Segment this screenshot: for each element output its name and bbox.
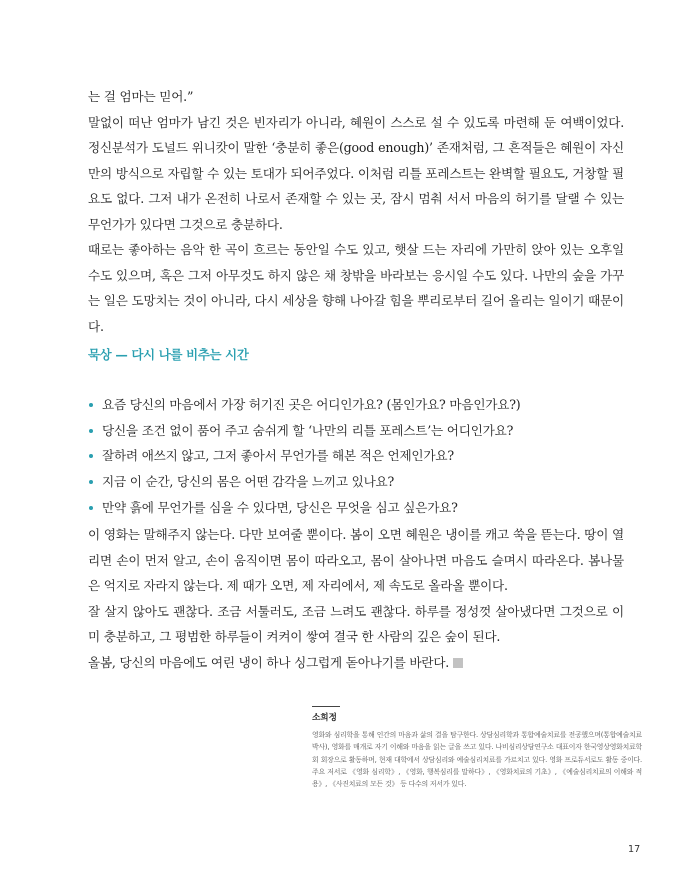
meditation-heading: 묵상 — 다시 나를 비추는 시간 [88,347,249,362]
author-name: 소희정 [312,713,337,723]
paragraph-text: 올봄, 당신의 마음에도 여린 냉이 하나 싱그럽게 돋아나기를 바란다. [88,654,450,670]
question-text: 잘하려 애쓰지 않고, 그저 좋아서 무언가를 해본 적은 언제인가요? [102,448,454,464]
bullet-icon [89,454,93,458]
intro-text [88,84,624,339]
list-item [88,443,624,469]
author-divider [312,706,340,707]
question-text: 지금 이 순간, 당신의 몸은 어떤 감각을 느끼고 있나요? [102,474,395,490]
list-item [88,392,624,418]
page-number: 17 [628,844,641,855]
meditation-questions [88,392,624,521]
bullet-icon [89,480,93,484]
paragraph: 말없이 떠난 엄마가 남긴 것은 빈자리가 아니라, 혜원이 스스로 설 수 있도록 마련해 둔 여백이었다. 정신분석가 도널드 위니캇이 말한 ‘충분히 좋은(good enough)’ 존재처럼, 그 흔적들은 혜원이 자신만의 방식으로 자립할 수 있는 토대가 되어주었다. 이처럼 리틀 포레스트는 완벽할 필요도, 거창할 필요도 없다. 그저 내가 온전히 나로서 존재할 수 있는 곳, 잠시 멈춰 서서 마음의 허기를 달랠 수 있는 무언가가 있다면 그것으로 충분하다. [88,114,624,232]
list-item [88,418,624,444]
paragraph [88,650,624,676]
list-item [88,495,624,521]
paragraph: 이 영화는 말해주지 않는다. 다만 보여줄 뿐이다. 봄이 오면 혜원은 냉이를 캐고 쑥을 뜯는다. 땅이 열리면 손이 먼저 알고, 손이 움직이면 몸이 따라오고, 몸이 살아나면 마음도 슬며시 따라온다. 봄나물은 억지로 자라지 않는다. 제 때가 오면, 제 자리에서, 제 속도로 올라올 뿐이다. [88,527,624,593]
closing-text [88,522,624,675]
question-text: 요즘 당신의 마음에서 가장 허기진 곳은 어디인가요? (몸인가요? 마음인가요?) [102,397,521,412]
bullet-icon [89,506,93,510]
paragraph: 는 걸 엄마는 믿어.” [88,89,194,104]
question-text: 당신을 조건 없이 품어 주고 숨쉬게 할 ‘나만의 리틀 포레스트’는 어디인가요? [102,422,514,438]
author-bio: 영화와 심리학을 통해 인간의 마음과 삶의 결을 탐구한다. 상담심리학과 통합예술치료를 전공했으며(통합예술치료 박사), 영화를 매개로 자기 이해와 마음을 읽는 글을 쓰고 있다. 나비심리상담연구소 대표이자 한국영상영화치료학회 회장으로 활동하며, 현재 대학에서 상담심리와 예술심리치료를 가르치고 있다. 영화 프로듀서로도 활동 중이다. 주요 저서로 《영화 심리학》, 《영화, 행복심리를 말하다》, 《영화치료의 기초》, 《예술심리치료의 이해와 적용》, 《사진치료의 모든 것》 등 다수의 저서가 있다. [312,731,642,789]
paragraph: 잘 살지 않아도 괜찮다. 조금 서툴러도, 조금 느려도 괜찮다. 하루를 정성껏 살아냈다면 그것으로 이미 충분하고, 그 평범한 하루들이 켜켜이 쌓여 결국 한 사람의 깊은 숲이 된다. [88,603,624,644]
list-item [88,469,624,495]
bullet-icon [89,429,93,433]
paragraph: 때로는 좋아하는 음악 한 곡이 흐르는 동안일 수도 있고, 햇살 드는 자리에 가만히 앉아 있는 오후일 수도 있으며, 혹은 그저 아무것도 하지 않은 채 창밖을 바라보는 응시일 수도 있다. 나만의 숲을 가꾸는 일은 도망치는 것이 아니라, 다시 세상을 향해 나아갈 힘을 뿌리로부터 길어 올리는 일이기 때문이다. [88,242,624,334]
question-text: 만약 흙에 무언가를 심을 수 있다면, 당신은 무엇을 심고 싶은가요? [102,499,458,515]
end-mark-icon [453,658,463,668]
bullet-icon [89,403,93,407]
